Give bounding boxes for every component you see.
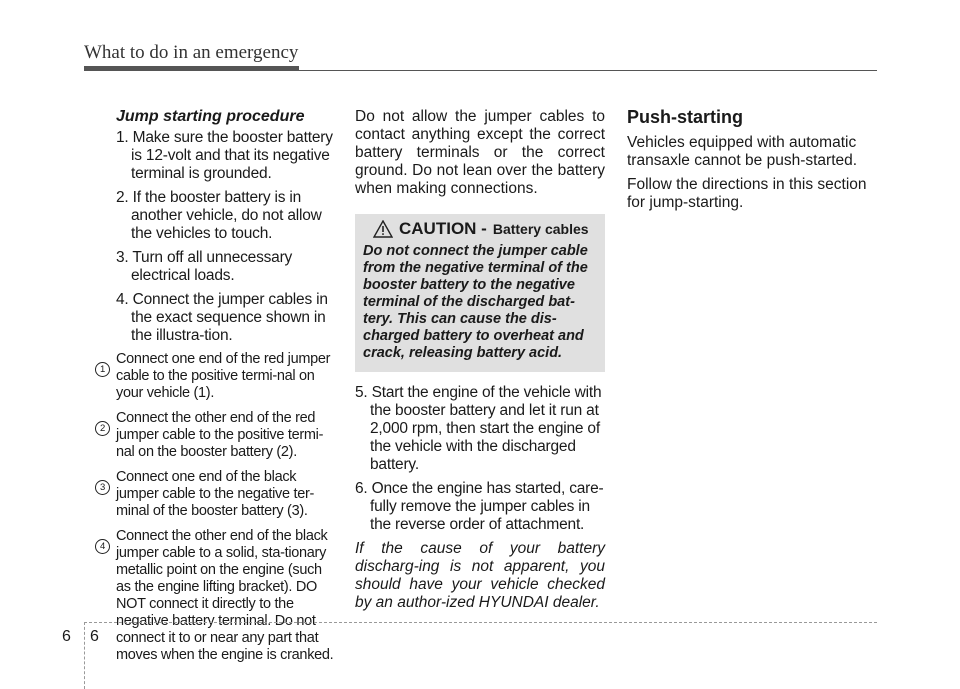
step-2: 2. If the booster battery is in another vehicle, do not allow the vehicles to touch. (116, 189, 322, 242)
circled-number-2: 2 (95, 421, 110, 436)
step-6: 6. Once the engine has started, care-fully remove the jumper cables in the reverse order of attachment. (355, 480, 604, 533)
footer-rule (84, 622, 877, 623)
section-number: 6 (62, 628, 71, 645)
column-jump-starting (100, 108, 336, 672)
circled-number-1: 1 (95, 362, 110, 377)
column-push-starting (627, 108, 879, 218)
caution-label: CAUTION - (399, 219, 487, 238)
substep-text: Connect one end of the black jumper cable to the negative ter-minal of the booster battery (3). (116, 469, 315, 519)
substep-text: Connect the other end of the red jumper cable to the positive termi-nal on the booster battery (2). (116, 410, 324, 460)
paragraph: Vehicles equipped with automatic transaxle cannot be push-started. (627, 134, 858, 169)
caution-kind: Battery cables (492, 221, 589, 237)
step-3: 3. Turn off all unnecessary electrical loads. (116, 249, 293, 284)
circled-number-4: 4 (95, 539, 110, 554)
step-4: 4. Connect the jumper cables in the exact sequence shown in the illustra-tion. (116, 291, 328, 344)
substep-list (100, 351, 336, 664)
footer-divider (84, 622, 85, 689)
caution-box (355, 214, 605, 372)
substep-text: Connect the other end of the black jumper cable to a solid, sta-tionary metallic point on the engine (such as the engine lifting bracket). DO NOT connect it directly to the negative battery terminal. Do not connect it to or near any part that moves when the engine is cranked. (116, 528, 334, 663)
caution-body: Do not connect the jumper cable from the negative terminal of the booster battery to the negative terminal of the discharged bat-tery. This can cause the dis-charged battery to overheat and crack, releasing battery acid. (363, 243, 588, 361)
circled-number-3: 3 (95, 480, 110, 495)
warning-triangle-icon (373, 220, 393, 238)
substep-2 (100, 410, 336, 461)
substep-text: Connect one end of the red jumper cable to the positive termi-nal on your vehicle (1). (116, 351, 331, 401)
step-1: 1. Make sure the booster battery is 12-volt and that its negative terminal is grounded. (116, 129, 333, 182)
caution-title (373, 220, 597, 238)
paragraph: Follow the directions in this section for jump-starting. (627, 176, 867, 211)
page-number: 6 (90, 628, 99, 645)
substep-3 (100, 469, 336, 520)
section-title-push-starting: Push-starting (627, 107, 744, 127)
intro-paragraph: Do not allow the jumper cables to contact anything except the correct battery terminals or the correct ground. Do not lean over the battery when making connections. (355, 108, 605, 197)
substep-4 (100, 528, 336, 664)
dealer-note: If the cause of your battery discharg-ing is not apparent, you should have your vehicle checked by an author-ized HYUNDAI dealer. (355, 540, 605, 611)
column-connections (355, 108, 605, 618)
substep-1 (100, 351, 336, 402)
step-5: 5. Start the engine of the vehicle with the booster battery and let it run at 2,000 rpm, then start the engine of the vehicle with the discharged battery. (355, 384, 602, 473)
page-header-title: What to do in an emergency (84, 42, 299, 63)
subheading-jump-starting: Jump starting procedure (116, 108, 305, 125)
header-rule (84, 70, 877, 71)
